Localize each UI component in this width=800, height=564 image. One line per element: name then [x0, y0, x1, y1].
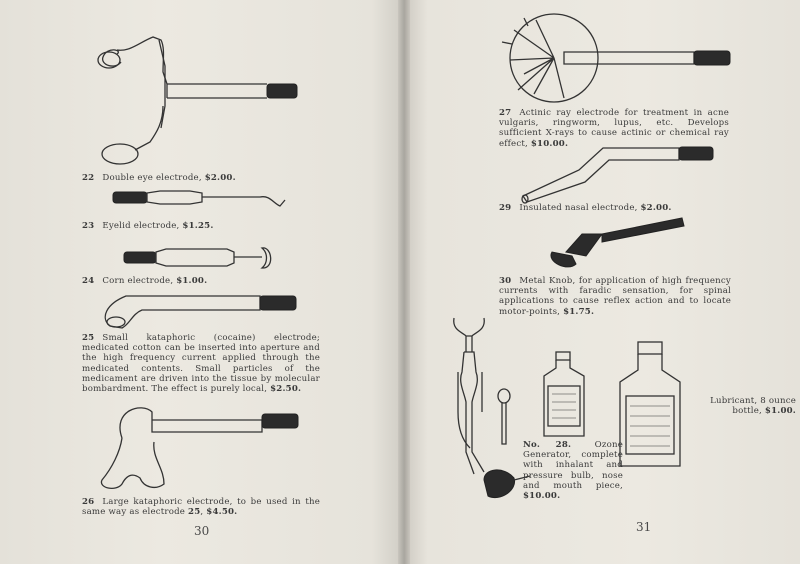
insulated-nasal-electrode-illustration: [519, 142, 719, 202]
item-text: Metal Knob, for application of high frequency currents with faradic sensation, for spinal applications to cause reflex action and to locate motor-points,: [499, 276, 731, 317]
ozone-generator-illustration: [444, 312, 534, 522]
lubricant-caption: [688, 396, 796, 416]
item-number: 30: [499, 276, 512, 286]
item-26-caption: 26 Large kataphoric electrode, to be used in the same way as electrode 25, $4.50.: [82, 497, 320, 518]
actinic-ray-electrode-illustration: [494, 14, 739, 104]
item-24-caption: [82, 276, 372, 286]
lubricant-bottle-illustration: [612, 340, 688, 470]
item-price: $2.00.: [204, 173, 236, 183]
item-text: Insulated nasal electrode,: [519, 203, 641, 213]
book-gutter: [398, 0, 410, 564]
item-30-caption: [499, 276, 731, 317]
item-text: Small kataphoric (cocaine) electrode; medicated cotton can be inserted into aperture and the high frequency current applied through the medicated contents. Small particles of the medicament are driven into the tissue by molecular bombardment. The effect is purely local,: [82, 333, 320, 395]
item-text: Ozone Generator, complete with inhalant and pressure bulb, nose and mouth piece,: [523, 440, 623, 491]
item-price: $4.50.: [206, 507, 238, 518]
metal-knob-illustration: [542, 212, 692, 276]
item-number: 22: [82, 173, 95, 183]
large-kataphoric-electrode-illustration: [92, 402, 307, 492]
item-text: Large kataphoric electrode, to be used in the same way as electrode: [82, 497, 320, 518]
item-text: Actinic ray electrode for treatment in acne vulgaris, ringworm, lupus, etc. Develops sufficient X-rays to cause actinic or chemical ray effect,: [499, 108, 729, 149]
item-number: 29: [499, 203, 512, 213]
item-price: $1.00.: [176, 276, 208, 286]
item-text: Corn electrode,: [102, 276, 177, 286]
item-price: $10.00.: [523, 491, 561, 502]
ozone-bottle-illustration: [540, 350, 590, 440]
item-price: $1.00.: [764, 406, 796, 417]
page-number: 30: [194, 524, 210, 538]
item-price: $2.50.: [270, 384, 302, 395]
item-price: $2.00.: [640, 203, 672, 213]
eyelid-electrode-illustration: [110, 188, 290, 212]
right-page: [404, 0, 800, 564]
page-number: 31: [636, 520, 652, 534]
item-23-caption: [82, 221, 372, 231]
item-number: No. 28.: [523, 440, 572, 450]
item-ref: 25: [188, 507, 201, 518]
item-number: 23: [82, 221, 95, 231]
item-price: $1.25.: [182, 221, 214, 231]
item-number: 25: [82, 333, 95, 343]
item-28-caption: [523, 440, 623, 501]
item-price: $1.75.: [563, 306, 595, 317]
item-text: Lubricant, 8 ounce bottle,: [710, 396, 796, 417]
item-number: 27: [499, 108, 512, 118]
item-text: Double eye electrode,: [102, 173, 205, 183]
item-number: 26: [82, 497, 95, 507]
item-25-caption: [82, 333, 320, 394]
item-number: 24: [82, 276, 95, 286]
item-text: Eyelid electrode,: [102, 221, 183, 231]
item-price: $10.00.: [530, 138, 569, 149]
double-eye-electrode-illustration: [95, 32, 305, 167]
corn-electrode-illustration: [122, 243, 282, 273]
item-22-caption: [82, 173, 372, 183]
small-kataphoric-electrode-illustration: [100, 290, 305, 330]
